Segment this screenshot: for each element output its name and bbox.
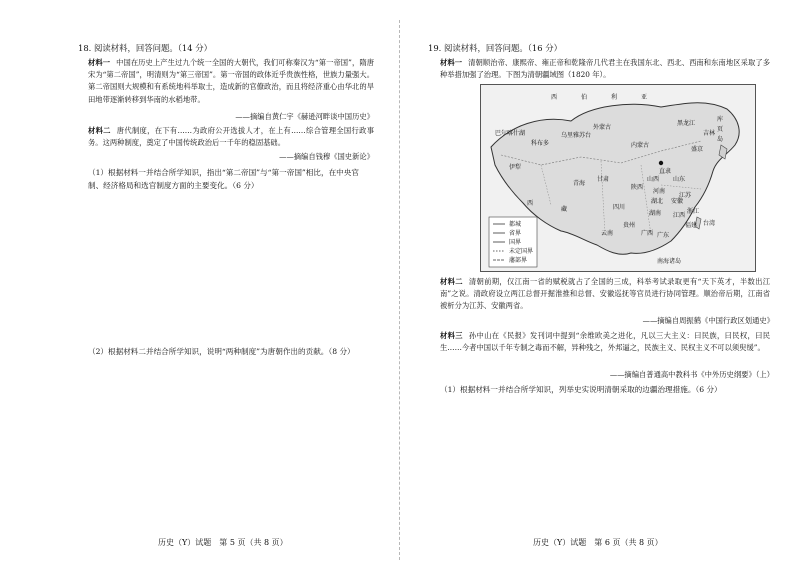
material-label: 材料一: [440, 58, 463, 67]
map-label: 云南: [601, 230, 614, 237]
map-label: 库: [717, 116, 724, 123]
material-text: 唐代制度，在下有……为政府公开选拔人才，在上有……综合管理全国行政事务。这两种制度，奠定了中国传统政治后一千年的稳固基础。: [88, 126, 375, 148]
map-label: 岛: [717, 136, 724, 143]
map-label: 湖北: [651, 198, 664, 205]
material-label: 材料二: [88, 126, 111, 135]
map-label: 南海诸岛: [657, 258, 682, 265]
map-label: 山西: [647, 176, 660, 183]
material-label: 材料二: [440, 277, 463, 286]
map-label: 广东: [657, 232, 670, 239]
map-label: 外蒙古: [593, 124, 612, 131]
map-label: 甘肃: [597, 176, 610, 183]
map-label: 巴尔喀什湖: [495, 130, 526, 137]
q18-material-2-source: ——摘编自钱穆《国史新论》: [279, 152, 374, 161]
map-label: 福建: [685, 222, 698, 229]
material-label: 材料三: [440, 331, 463, 340]
map-label: 藏: [561, 206, 568, 213]
map-label: 安徽: [671, 198, 684, 205]
page-footer: 历史（Y）试题 第 6 页（共 8 页）: [533, 538, 663, 547]
map-label: 台湾: [703, 220, 716, 227]
q18-material-1: [88, 57, 374, 106]
q18-material-2: [88, 125, 374, 149]
material-label: 材料一: [88, 58, 111, 67]
page-footer: 历史（Y）试题 第 5 页（共 8 页）: [158, 538, 288, 547]
q19-subquestion-1: （1）根据材料一并结合所学知识，列举史实说明清朝采取的边疆治理措施。（6 分）: [440, 385, 722, 394]
legend-label: 未定国界: [509, 248, 534, 255]
map-label: 利: [611, 94, 618, 101]
q19-material-3: [440, 330, 770, 354]
map-label: 伯: [581, 94, 588, 101]
map-label: 湖南: [649, 210, 662, 217]
q19-material-1: [440, 57, 770, 81]
qing-territory-map: [480, 84, 756, 272]
map-label: 黑龙江: [677, 120, 696, 127]
map-label: 浙江: [687, 208, 700, 215]
map-label: 广西: [641, 230, 654, 237]
map-label: 青海: [573, 180, 586, 187]
legend-label: 国界: [509, 239, 522, 246]
material-text: 清朝顺治帝、康熙帝、雍正帝和乾隆帝几代君主在我国东北、西北、西南和东南地区采取了多种举措加强了治理。下图为清朝疆域图（1820 年）。: [440, 58, 771, 80]
map-label: 亚: [641, 94, 648, 101]
map-label: 页: [717, 126, 724, 133]
question-18-title: 18. 阅读材料，回答问题。（14 分）: [78, 43, 212, 53]
legend-label: 省界: [509, 230, 522, 237]
material-text: 清朝前期，仅江南一省的赋税就占了全国的三成，科举考试录取更有“天下英才，半数出江南”之说。清政府设立两江总督开掘淮推和总督、安徽巡抚等官员进行协同管理。顺治帝后期，江南省被析分为江苏、安徽两省。: [440, 277, 771, 311]
map-label: 直隶: [659, 168, 672, 175]
question-19-title: 19. 阅读材料，回答问题。（16 分）: [428, 43, 562, 53]
q19-material-2-source: ——摘编自周振鹤《中国行政区划通史》: [642, 316, 774, 325]
map-label: 内蒙古: [631, 142, 650, 149]
q18-subquestion-2: （2）根据材料二并结合所学知识，说明“两种制度”为唐朝作出的贡献。（8 分）: [88, 347, 355, 356]
map-label: 西: [551, 94, 558, 101]
map-label: 西: [527, 200, 534, 207]
map-label: 乌里雅苏台: [561, 132, 592, 139]
legend-label: 都城: [509, 221, 522, 228]
q19-material-2: [440, 276, 770, 313]
map-label: 江苏: [679, 192, 692, 199]
q18-material-1-source: ——摘编自黄仁宇《赫逊河畔谈中国历史》: [235, 112, 374, 121]
q18-subquestion-1: （1）根据材料一并结合所学知识，指出“第二帝国”与“第一帝国”相比，在中央官制、经济格局和选官制度方面的主要变化。（6 分）: [88, 168, 359, 190]
map-label: 贵州: [623, 222, 636, 229]
map-label: 伊犁: [509, 164, 522, 171]
legend-label: 藩部界: [509, 257, 528, 264]
map-label: 科布多: [531, 140, 550, 147]
map-label: 河南: [653, 188, 666, 195]
map-label: 吉林: [703, 130, 716, 137]
map-label: 四川: [613, 204, 626, 211]
material-text: 中国在历史上产生过九个统一全国的大朝代，我们可称秦汉为“第一帝国”，隋唐宋为“第二帝国”，明清则为“第三帝国”。第一帝国的政体近乎贵族性格，世族力量强大。第二帝国则大规模和有系统地科举取士，造成新的官僚政治，而且将经济重心由华北的旱田地带逐渐转移到华南的水稻地带。: [88, 58, 374, 104]
capital-marker: [659, 161, 663, 165]
map-graphic: [481, 85, 756, 272]
map-label: 山东: [673, 176, 686, 183]
map-label: 盛京: [691, 146, 704, 153]
material-text: 孙中山在《民报》发刊词中提到“余维欧美之进化，凡以三大主义：曰民族，曰民权，曰民生……今者中国以千年专制之毒而不解，异种残之，外邦逼之，民族主义、民权主义不可以须臾缓”。: [440, 331, 771, 353]
map-label: 江西: [673, 212, 686, 219]
q19-material-3-source: ——摘编自普通高中教科书《中外历史纲要》（上）: [609, 370, 774, 379]
map-label: 陕西: [631, 184, 644, 191]
